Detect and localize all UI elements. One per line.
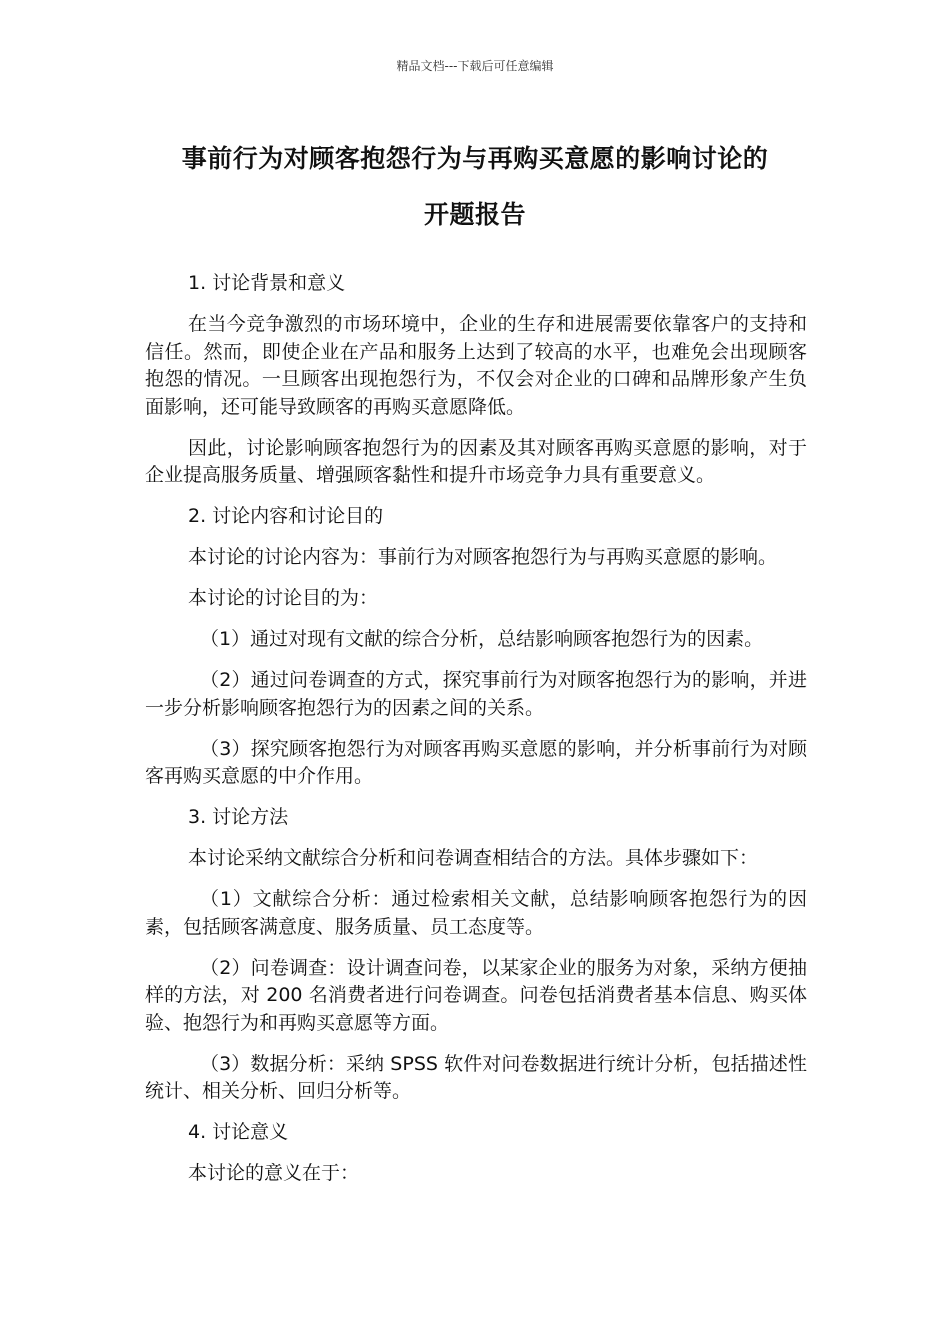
paragraph: 在当今竞争激烈的市场环境中，企业的生存和进展需要依靠客户的支持和信任。然而，即使企业在产品和服务上达到了较高的水平，也难免会出现顾客抱怨的情况。一旦顾客出现抱怨行为，不仅会对企业的口碑和品牌形象产生负面影响，还可能导致顾客的再购买意愿降低。 [145,313,807,418]
document-title-line-1: 事前行为对顾客抱怨行为与再购买意愿的影响讨论的 [181,144,769,173]
list-item: （1）通过对现有文献的综合分析，总结影响顾客抱怨行为的因素。 [200,628,764,650]
list-item: （2）通过问卷调查的方式，探究事前行为对顾客抱怨行为的影响，并进一步分析影响顾客抱怨行为的因素之间的关系。 [145,669,807,719]
section-heading-significance: 4. 讨论意义 [188,1121,289,1143]
list-item: （2）问卷调查：设计调查问卷，以某家企业的服务为对象，采纳方便抽样的方法，对 200 名消费者进行问卷调查。问卷包括消费者基本信息、购买体验、抱怨行为和再购买意愿等方面。 [145,956,807,1034]
paragraph: 本讨论的意义在于： [188,1162,360,1184]
list-item: （3）探究顾客抱怨行为对顾客再购买意愿的影响，并分析事前行为对顾客再购买意愿的中介作用。 [145,737,807,787]
paragraph: 因此，讨论影响顾客抱怨行为的因素及其对顾客再购买意愿的影响，对于企业提高服务质量、增强顾客黏性和提升市场竞争力具有重要意义。 [145,436,807,486]
list-item: （1）文献综合分析：通过检索相关文献，总结影响顾客抱怨行为的因素，包括顾客满意度、服务质量、员工态度等。 [145,888,807,938]
section-heading-content: 2. 讨论内容和讨论目的 [188,505,384,527]
paragraph: 本讨论的讨论目的为： [188,587,379,609]
list-item: （3）数据分析：采纳 SPSS 软件对问卷数据进行统计分析，包括描述性统计、相关分析、回归分析等。 [145,1052,807,1102]
paragraph: 本讨论采纳文献综合分析和问卷调查相结合的方法。具体步骤如下： [188,847,759,869]
header-note: 精品文档---下载后可任意编辑 [396,59,554,73]
document-title-line-2: 开题报告 [423,200,526,229]
document-body [145,270,807,1201]
section-heading-background: 1. 讨论背景和意义 [188,272,346,294]
paragraph: 本讨论的讨论内容为：事前行为对顾客抱怨行为与再购买意愿的影响。 [188,546,778,568]
section-heading-method: 3. 讨论方法 [188,806,289,828]
